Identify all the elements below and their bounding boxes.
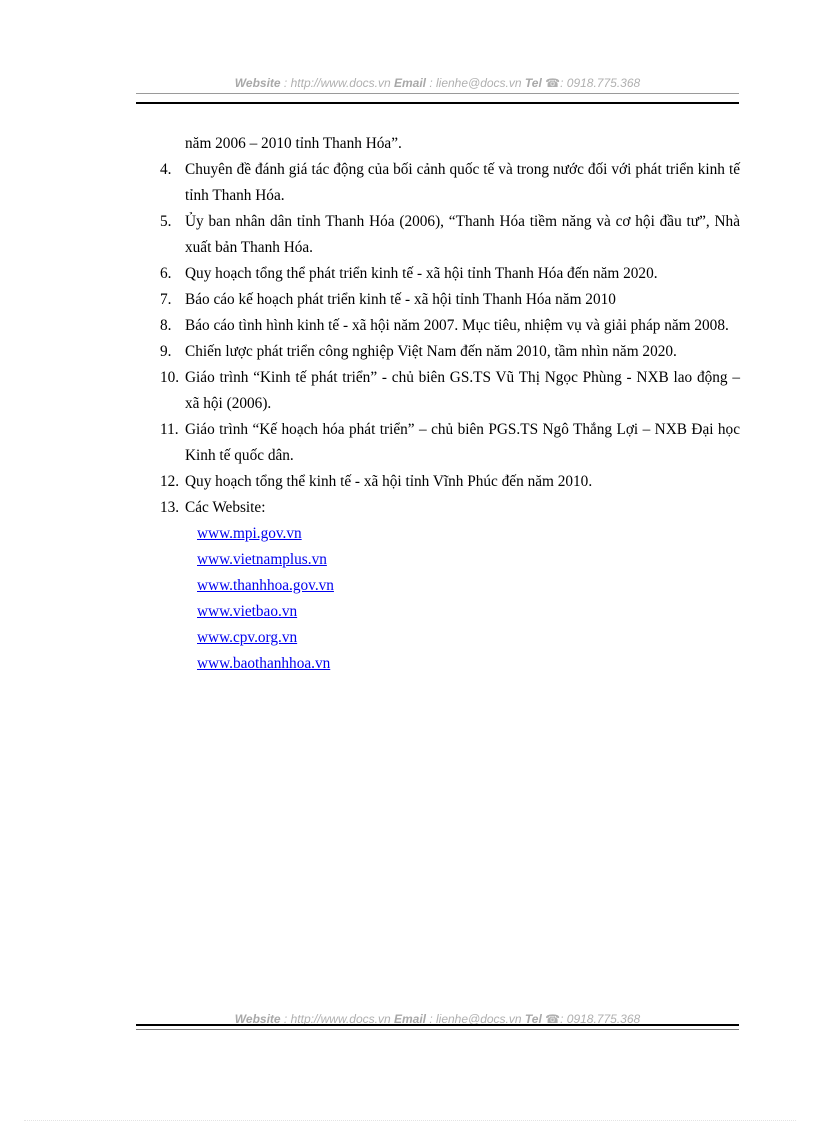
reference-text: Các Website: bbox=[185, 499, 266, 516]
reference-continuation: năm 2006 – 2010 tỉnh Thanh Hóa”. bbox=[185, 135, 402, 152]
website-link[interactable]: www.mpi.gov.vn bbox=[197, 525, 302, 542]
header-rule-thick bbox=[136, 102, 739, 104]
footer-rule-thick bbox=[136, 1024, 739, 1026]
footer-website-value: : http://www.docs.vn bbox=[280, 1012, 394, 1026]
footer-email-label: Email bbox=[393, 1012, 426, 1026]
reference-text: Ủy ban nhân dân tỉnh Thanh Hóa (2006), “Thanh Hóa tiềm năng và cơ hội đầu tư”, Nhà xuất bản Thanh Hóa. bbox=[185, 213, 740, 256]
reference-item bbox=[160, 157, 740, 209]
header-tel-label: Tel bbox=[524, 76, 542, 90]
reference-item bbox=[160, 261, 740, 287]
reference-number: 10. bbox=[160, 369, 180, 386]
footer-email-value: : lienhe@docs.vn bbox=[426, 1012, 525, 1026]
reference-number: 12. bbox=[160, 473, 180, 490]
header-website-label: Website bbox=[234, 76, 281, 90]
reference-number: 8. bbox=[160, 317, 172, 334]
page-header-text bbox=[136, 76, 739, 90]
reference-item bbox=[160, 365, 740, 417]
reference-list bbox=[160, 131, 740, 677]
phone-icon: ☎ bbox=[545, 1012, 561, 1026]
reference-item bbox=[160, 417, 740, 469]
reference-text: Chiến lược phát triển công nghiệp Việt Nam đến năm 2010, tầm nhìn năm 2020. bbox=[185, 343, 677, 360]
reference-item bbox=[160, 287, 740, 313]
header-rule-thin bbox=[136, 93, 739, 94]
page-bottom-border bbox=[24, 1120, 796, 1121]
reference-item bbox=[160, 469, 740, 495]
reference-number: 6. bbox=[160, 265, 172, 282]
reference-number: 11. bbox=[160, 421, 179, 438]
reference-text: Quy hoạch tổng thể kinh tế - xã hội tỉnh Vĩnh Phúc đến năm 2010. bbox=[185, 473, 593, 490]
reference-number: 4. bbox=[160, 161, 172, 178]
reference-number: 7. bbox=[160, 291, 172, 308]
website-link[interactable]: www.vietbao.vn bbox=[197, 603, 298, 620]
website-link[interactable]: www.cpv.org.vn bbox=[197, 629, 298, 646]
footer-website-label: Website bbox=[234, 1012, 281, 1026]
reference-text: Báo cáo tình hình kinh tế - xã hội năm 2007. Mục tiêu, nhiệm vụ và giải pháp năm 2008. bbox=[185, 317, 729, 334]
phone-icon: ☎ bbox=[545, 76, 561, 90]
footer-tel-label: Tel bbox=[524, 1012, 542, 1026]
footer-rule-thin bbox=[136, 1029, 739, 1030]
header-email-label: Email bbox=[393, 76, 426, 90]
reference-item bbox=[160, 209, 740, 261]
reference-text: Quy hoạch tổng thể phát triển kinh tế - xã hội tỉnh Thanh Hóa đến năm 2020. bbox=[185, 265, 658, 282]
website-link[interactable]: www.vietnamplus.vn bbox=[197, 551, 327, 568]
website-link[interactable]: www.thanhhoa.gov.vn bbox=[197, 577, 334, 594]
header-email-value: : lienhe@docs.vn bbox=[426, 76, 525, 90]
reference-text: Giáo trình “Kinh tế phát triển” - chủ biên GS.TS Vũ Thị Ngọc Phùng - NXB lao động – xã hội (2006). bbox=[185, 369, 740, 412]
website-link[interactable]: www.baothanhhoa.vn bbox=[197, 655, 331, 672]
reference-text: Chuyên đề đánh giá tác động của bối cảnh quốc tế và trong nước đối với phát triển kinh tế tỉnh Thanh Hóa. bbox=[185, 161, 740, 204]
reference-number: 13. bbox=[160, 499, 180, 516]
reference-number: 5. bbox=[160, 213, 172, 230]
reference-number: 9. bbox=[160, 343, 172, 360]
reference-text: Giáo trình “Kế hoạch hóa phát triển” – chủ biên PGS.TS Ngô Thắng Lợi – NXB Đại học Kinh tế quốc dân. bbox=[185, 421, 740, 464]
reference-item bbox=[160, 339, 740, 365]
header-website-value: : http://www.docs.vn bbox=[280, 76, 394, 90]
website-link-list bbox=[160, 521, 740, 677]
reference-item bbox=[160, 495, 740, 521]
header-tel-value: : 0918.775.368 bbox=[560, 76, 641, 90]
reference-text: Báo cáo kế hoạch phát triển kinh tế - xã hội tỉnh Thanh Hóa năm 2010 bbox=[185, 291, 616, 308]
reference-item bbox=[160, 313, 740, 339]
footer-tel-value: : 0918.775.368 bbox=[560, 1012, 641, 1026]
